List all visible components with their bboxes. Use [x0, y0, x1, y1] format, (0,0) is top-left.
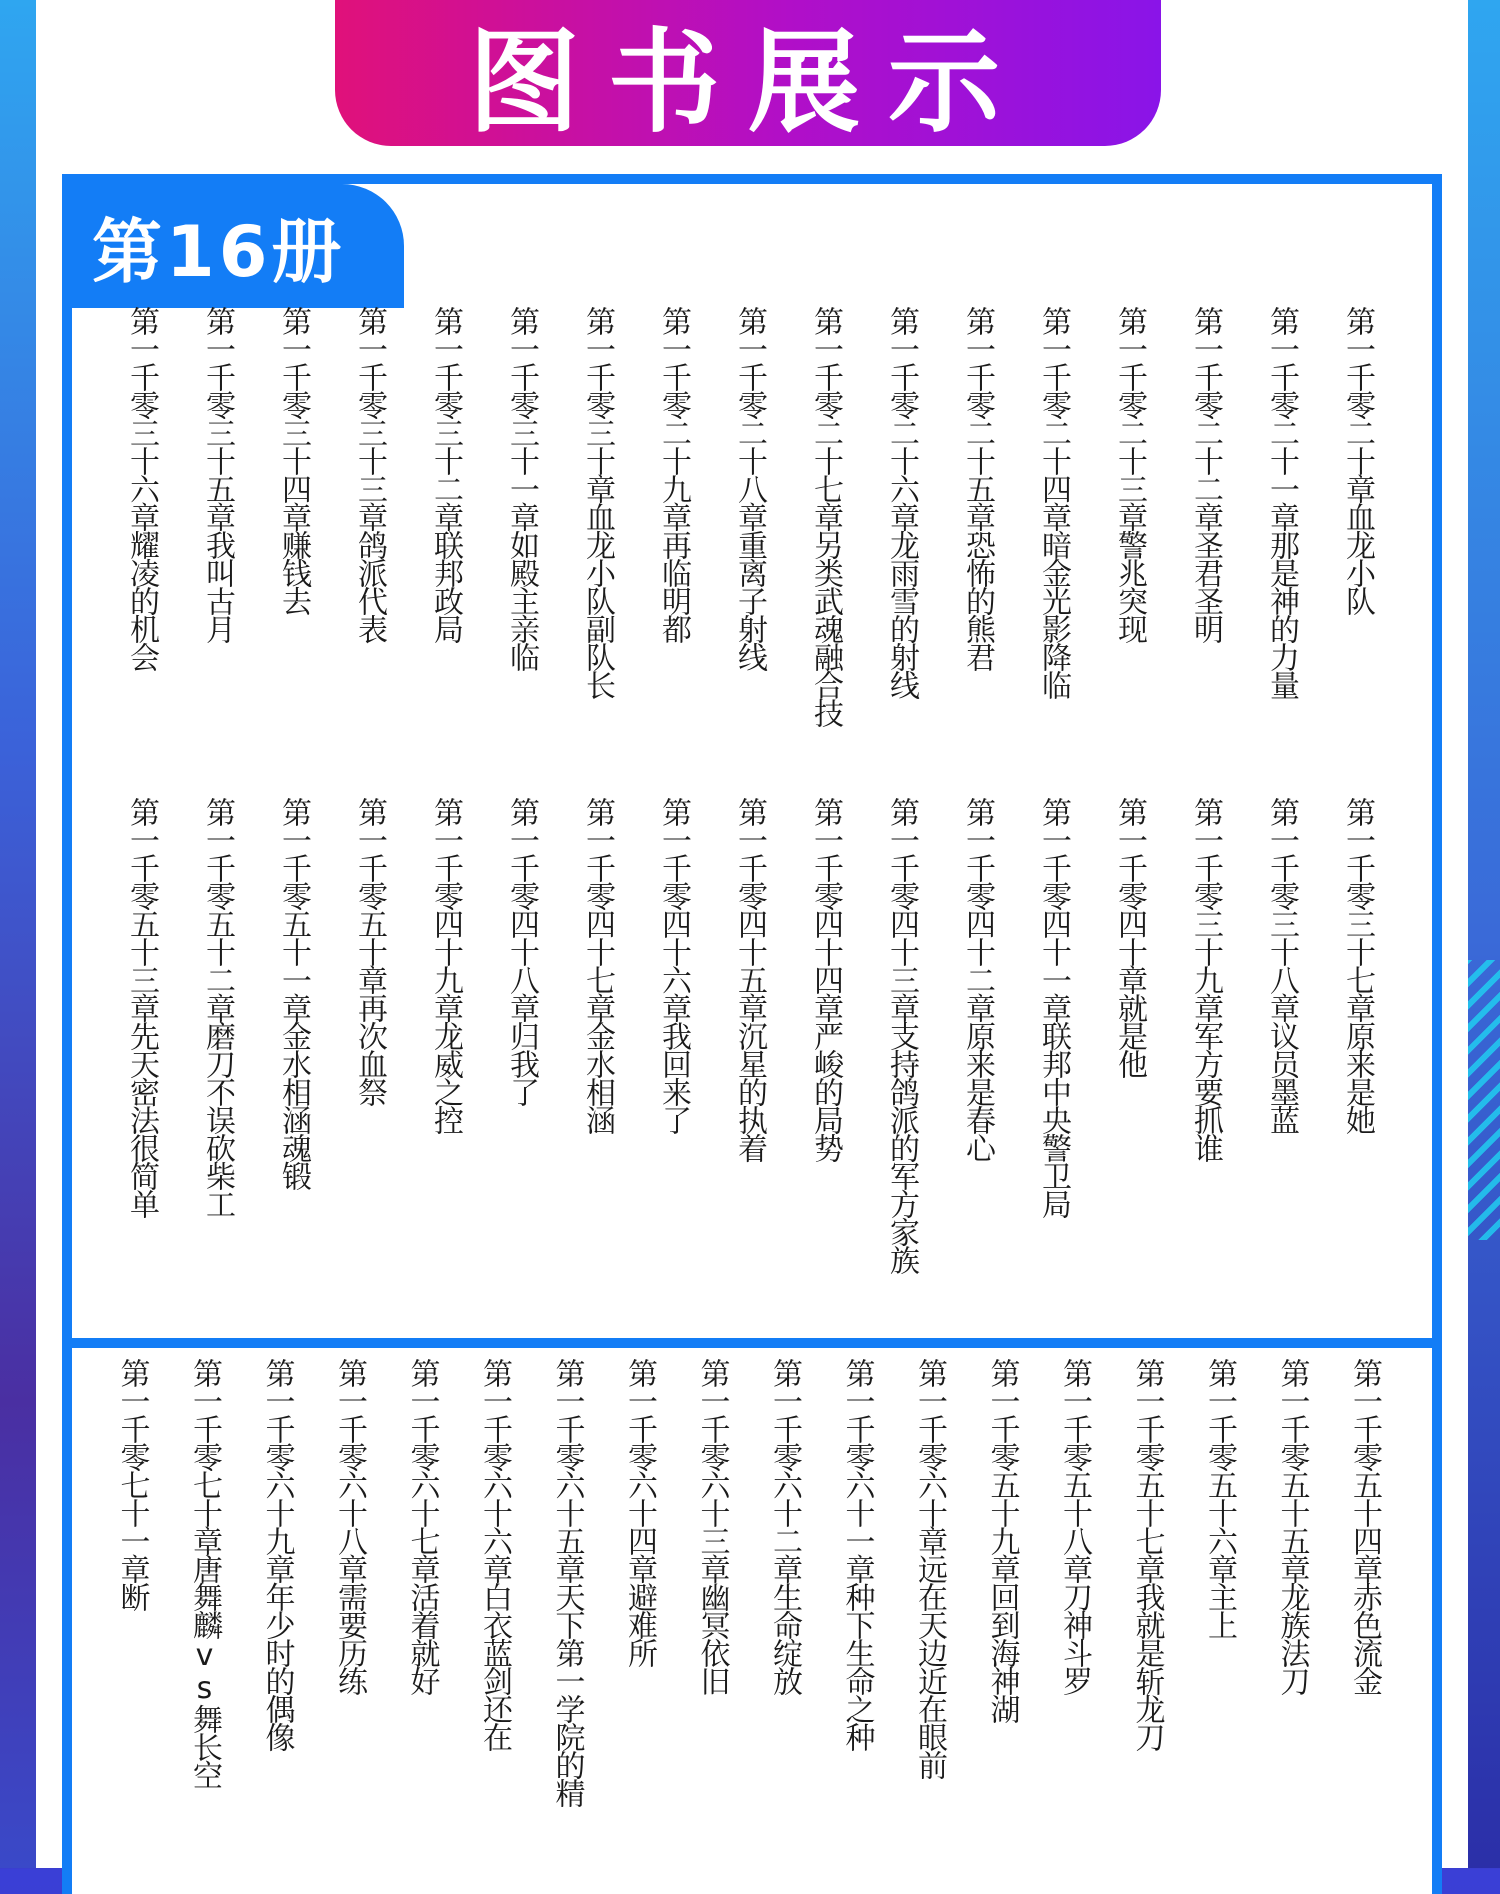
- chapter-title: 第一千零二十章血龙小队: [1340, 306, 1375, 614]
- chapter-title: 第一千零四十五章沉星的执着: [732, 797, 767, 1161]
- chapter-title: 第一千零三十五章我叫古月: [200, 306, 235, 642]
- chapter-title: 第一千零六十七章活着就好: [404, 1358, 440, 1694]
- chapter-title: 第一千零三十八章议员墨蓝: [1264, 797, 1299, 1133]
- chapter-title: 第一千零六十八章需要历练: [332, 1358, 367, 1694]
- chapter-title: 第一千零六十二章生命绽放: [767, 1358, 802, 1694]
- chapter-title: 第一千零六十章远在天边近在眼前: [912, 1358, 947, 1778]
- decorative-stripes: [1464, 960, 1500, 1240]
- chapter-title: 第一千零二十二章圣君圣明: [1188, 306, 1223, 642]
- chapter-title: 第一千零四十九章龙威之控: [428, 797, 463, 1133]
- chapter-title: 第一千零五十八章刀神斗罗: [1057, 1358, 1092, 1694]
- chapter-title: 第一千零三十章血龙小队副队长: [580, 306, 615, 698]
- chapter-title: 第一千零三十六章耀凌的机会: [124, 306, 159, 670]
- chapter-title: 第一千零六十三章幽冥依旧: [694, 1358, 730, 1694]
- chapter-title: 第一千零五十一章金水相涵魂锻: [276, 797, 311, 1189]
- volume-label: 第16册: [92, 210, 346, 293]
- chapter-title: 第一千零二十一章那是神的力量: [1264, 306, 1299, 698]
- chapter-title: 第一千零二十九章再临明都: [656, 306, 691, 642]
- chapter-title: 第一千零二十三章警兆突现: [1112, 306, 1147, 642]
- chapter-title: 第一千零四十一章联邦中央警卫局: [1036, 797, 1071, 1217]
- chapter-title: 第一千零五十五章龙族法刀: [1274, 1358, 1310, 1694]
- chapter-title: 第一千零二十四章暗金光影降临: [1036, 306, 1071, 698]
- chapter-title: 第一千零二十八章重离子射线: [732, 306, 767, 670]
- chapter-title: 第一千零三十九章军方要抓谁: [1188, 797, 1223, 1161]
- section-divider: [62, 1338, 1442, 1348]
- chapter-title: 第一千零三十三章鸽派代表: [352, 306, 387, 642]
- background-right-edge: [1464, 0, 1500, 1868]
- chapter-title: 第一千零四十四章严峻的局势: [808, 797, 843, 1161]
- chapter-title: 第一千零二十五章恐怖的熊君: [960, 306, 995, 670]
- page-title: 图书展示: [468, 17, 1028, 148]
- chapter-title: 第一千零二十六章龙雨雪的射线: [884, 306, 919, 698]
- chapter-title: 第一千零六十六章白衣蓝剑还在: [477, 1358, 512, 1750]
- chapter-title: 第一千零四十六章我回来了: [656, 797, 691, 1133]
- chapter-title: 第一千零五十二章磨刀不误砍柴工: [200, 797, 235, 1217]
- chapter-title: 第一千零五十四章赤色流金: [1347, 1358, 1382, 1694]
- chapter-title: 第一千零五十九章回到海神湖: [984, 1358, 1020, 1722]
- background-left-edge: [0, 0, 40, 1868]
- title-banner: [335, 0, 1161, 146]
- chapter-title: 第一千零三十七章原来是她: [1340, 797, 1375, 1133]
- chapter-title: 第一千零六十五章天下第一学院的精: [549, 1358, 585, 1806]
- chapter-title: 第一千零四十八章归我了: [504, 797, 539, 1105]
- chapter-title: 第一千零三十二章联邦政局: [428, 306, 463, 642]
- chapter-title: 第一千零四十七章金水相涵: [580, 797, 615, 1133]
- chapter-title: 第一千零五十三章先天密法很简单: [124, 797, 159, 1217]
- volume-tab: [62, 184, 404, 308]
- chapter-title: 第一千零五十六章主上: [1202, 1358, 1237, 1638]
- chapter-title: 第一千零七十一章断: [114, 1358, 150, 1610]
- chapter-title: 第一千零五十章再次血祭: [352, 797, 387, 1105]
- chapter-title: 第一千零三十一章如殿主亲临: [504, 306, 539, 670]
- chapter-title: 第一千零六十九章年少时的偶像: [259, 1358, 295, 1750]
- chapter-title: 第一千零二十七章另类武魂融合技: [808, 306, 843, 726]
- chapter-title: 第一千零七十章唐舞麟vs舞长空: [187, 1358, 222, 1788]
- chapter-title: 第一千零六十四章避难所: [622, 1358, 657, 1666]
- chapter-title: 第一千零三十四章赚钱去: [276, 306, 311, 614]
- chapter-title: 第一千零四十章就是他: [1112, 797, 1147, 1077]
- chapter-title: 第一千零四十二章原来是春心: [960, 797, 995, 1161]
- chapter-title: 第一千零五十七章我就是斩龙刀: [1129, 1358, 1165, 1750]
- chapter-title: 第一千零六十一章种下生命之种: [839, 1358, 875, 1750]
- chapter-title: 第一千零四十三章支持鸽派的军方家族: [884, 797, 919, 1273]
